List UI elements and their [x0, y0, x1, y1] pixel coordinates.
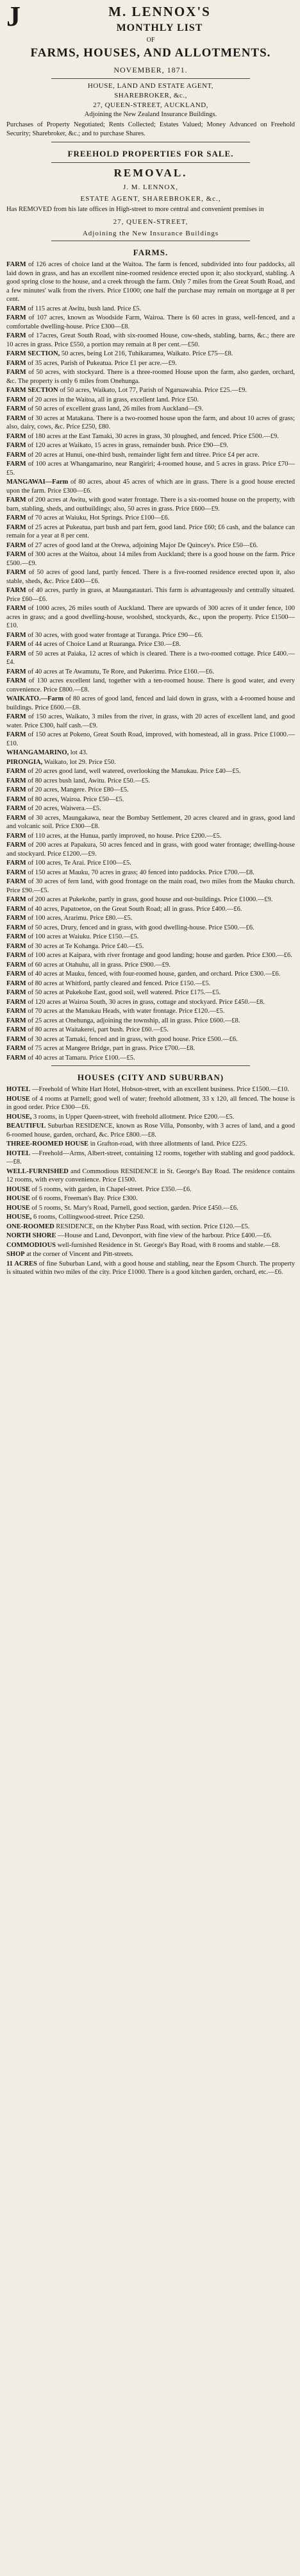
initial-letter: J	[6, 1, 22, 32]
house-listing	[6, 1122, 295, 1139]
farm-listing-lead: FARM	[6, 860, 26, 867]
farm-listing-lead: FARM	[6, 1026, 26, 1033]
agency-line-2: SHAREBROKER, &c.,	[114, 92, 187, 99]
house-listing-text: of 4 rooms at Parnell; good well of water; freehold allotment, 33 x 120, all fenced. The house is in good order. Price £300—£6.	[6, 1095, 296, 1111]
farm-listing-text: of 1000 acres, 26 miles south of Auckland. There are upwards of 300 acres of it under fence, 100 acres in grass; and a good dwelling-house, woolshed, stockyards, &c., upon the property. Price £1500—£10.	[6, 605, 296, 629]
farm-listing	[6, 1044, 295, 1053]
farm-listing	[6, 1026, 295, 1035]
farm-listing	[6, 895, 295, 904]
house-listing-text: Suburban RESIDENCE, known as Rose Villa, Ponsonby, with 3 acres of land, and a good 6-roomed house, garden, orchard, &c. Price £800.—£8.	[6, 1123, 296, 1139]
divider	[51, 162, 250, 163]
farm-listing-lead: FARM	[6, 261, 26, 268]
house-listing-lead: HOUSE	[6, 1204, 30, 1212]
farm-listing	[6, 933, 295, 942]
house-listing-lead: HOUSE,	[6, 1113, 32, 1121]
farm-listing-lead: FARM	[6, 970, 26, 978]
farm-listing	[6, 260, 295, 304]
farm-listing-text: of 107 acres, known as Woodside Farm, Wairoa. There is 60 acres in grass, well-fenced, and a comfortable dwelling-house. Price £300—£8.	[6, 314, 296, 330]
farm-listing	[6, 350, 295, 359]
farm-listing-text: of 115 acres at Awitu, bush land. Price £5.	[28, 305, 142, 312]
farm-listing-text: of 70 acres at Waiuku, Hot Springs. Price £100—£6.	[28, 514, 170, 521]
divider	[51, 78, 250, 79]
house-listing-text: 3 rooms, in Upper Queen-street, with freehold allotment. Price £200.—£5.	[33, 1113, 235, 1121]
farm-listing-lead: FARM	[6, 359, 26, 367]
house-listing-lead: ONE-ROOMED	[6, 1223, 54, 1230]
house-listing	[6, 1085, 295, 1094]
farm-listing	[6, 496, 295, 513]
farm-listing-text: of 50 acres, Drury, fenced and in grass, with good dwelling-house. Price £500.—£6.	[28, 924, 254, 931]
house-listing-lead: 11 ACRES	[6, 1260, 37, 1267]
house-listing	[6, 1223, 295, 1232]
farm-listing-text: of 17acres, Great South Road, with six-roomed House, cow-sheds, stabling, barns, &c.; there are 10 acres in grass. Price £550, a portion may remain at 8 per cent.—£50.	[6, 332, 296, 348]
farm-listing-lead: FARM	[6, 924, 26, 931]
list-title: FARMS, HOUSES, AND ALLOTMENTS.	[30, 46, 271, 60]
farm-listing-text: of 50 acres of excellent grass land, 26 miles from Auckland—£9.	[28, 405, 203, 412]
house-listing-lead: HOUSE,	[6, 1214, 32, 1221]
farm-listing-text: of 200 acres at Awitu, with good water frontage. There is a six-roomed house on the property, with barn, stabling, sheds, and outbuildings; also, 50 acres in grass. Price £600—£9.	[6, 496, 295, 513]
farm-listing-text: of 27 acres of good land at the Orewa, adjoining Major De Quincey's. Price £50—£6.	[28, 541, 258, 549]
farm-listing-text: of 80 acres at Waitakerei, part bush. Price £60.—£5.	[28, 1026, 169, 1033]
house-listing-lead: HOUSE	[6, 1195, 30, 1202]
farm-listing-lead: FARM	[6, 314, 26, 321]
farm-listing-text: of 20 acres good land, well watered, overlooking the Manukau. Price £40—£5.	[28, 768, 241, 775]
farm-listing-text: of 80 acres at Whitford, partly cleared and fenced. Price £150.—£5.	[28, 979, 211, 987]
farm-listing	[6, 441, 295, 450]
agent-name: M. LENNOX'S	[108, 4, 211, 19]
farm-listing-text: of 150 acres at Mauku, 70 acres in grass; 40 fenced into paddocks. Price £700.—£8.	[28, 869, 254, 876]
farm-listing-text: of 80 acres of good land, fenced and laid down in grass, with a 4-roomed house and buildings. Price £600.—£8.	[6, 695, 296, 711]
farm-listing-text: of 60 acres at Otahuhu, all in grass. Price £900.—£9.	[28, 961, 171, 969]
house-listing	[6, 1241, 295, 1250]
farm-listing	[6, 541, 295, 550]
farm-listing-lead: FARM	[6, 933, 26, 940]
farm-listing	[6, 859, 295, 868]
houses-list	[6, 1085, 295, 1277]
farm-listing	[6, 1054, 295, 1063]
farm-listing-lead: MANGAWAI—Farm	[6, 479, 69, 486]
house-listing	[6, 1095, 295, 1112]
house-listing-text: of 5 rooms, with garden, in Chapel-street. Price £350.—£6.	[31, 1185, 192, 1193]
house-listing-lead: BEAUTIFUL	[6, 1123, 46, 1130]
farm-listing	[6, 414, 295, 432]
monthly-list-title: MONTHLY LIST	[116, 22, 203, 33]
farm-listing-lead: FARM	[6, 369, 26, 376]
removal-role: ESTATE AGENT, SHAREBROKER, &c.,	[80, 195, 221, 203]
farm-listing	[6, 758, 295, 767]
house-listing	[6, 1194, 295, 1203]
farm-listing-lead: FARM	[6, 605, 26, 612]
farm-listing-text: of 100 acres, Te Arai. Price £100—£5.	[28, 860, 131, 867]
removal-address: 27, QUEEN-STREET,	[113, 218, 188, 226]
farm-listing	[6, 777, 295, 786]
house-listing-text: well-furnished Residence in St. George's Bay Road, with 8 rooms and stable.—£8.	[57, 1241, 280, 1249]
farm-listing-lead: PIRONGIA,	[6, 758, 43, 766]
farm-listing-text: of 100 acres at Waiuku. Price £150.—£5.	[28, 933, 139, 940]
farm-listing-lead: FARM	[6, 915, 26, 922]
farm-listing	[6, 786, 295, 795]
farm-listing-text: of 50 acres, with stockyard. There is a three-roomed House upon the farm, also garden, orchard, &c. The property is only 6 miles from Onehunga.	[6, 369, 296, 385]
farm-listing-lead: FARM	[6, 668, 26, 675]
farm-listing	[6, 305, 295, 314]
farm-listing-lead: FARM	[6, 677, 26, 684]
farm-listing	[6, 731, 295, 748]
farm-listing	[6, 368, 295, 386]
farm-listing-text: of 40 acres, partly in grass, at Maungatautari. This farm is advantageously and centrally situated. Price £60—£6.	[6, 587, 296, 603]
farm-listing-text: of 30 acres, with good water frontage at Turanga. Price £90—£6.	[28, 631, 203, 639]
farm-listing-lead: WAIKATO.—Farm	[6, 695, 64, 702]
farm-listing-text: of 50 acres, Waikato, Lot 77, Parish of Ngaruawahia. Price £25.—£9.	[60, 387, 247, 394]
farm-listing-lead: FARM	[6, 551, 26, 558]
farm-listing	[6, 604, 295, 631]
farm-listing-text: of 180 acres at the East Tamaki, 30 acres in grass, 30 ploughed, and fenced. Price £500.—£9.	[28, 432, 279, 440]
farm-listing-lead: FARM	[6, 713, 26, 720]
freehold-heading: FREEHOLD PROPERTIES FOR SALE.	[67, 149, 234, 158]
farm-listing	[6, 332, 295, 349]
farm-listing-lead: FARM	[6, 869, 26, 876]
removal-adjoining: Adjoining the New Insurance Buildings	[82, 230, 219, 237]
farm-listing-lead: FARM	[6, 878, 26, 885]
farm-listing	[6, 951, 295, 960]
farm-listing	[6, 314, 295, 331]
farm-listing-lead: FARM	[6, 805, 26, 812]
farm-listing	[6, 405, 295, 414]
agency-line-4: Adjoining the New Zealand Insurance Buildings.	[84, 111, 217, 118]
house-listing-text: of fine Suburban Land, with a good house and stabling, near the Epsom Church. The property is situated within two miles of the city. Price £1000. There is a good kitchen garden, orchard, etc.—£6.	[6, 1260, 296, 1276]
divider	[51, 1065, 250, 1066]
farm-listing	[6, 767, 295, 776]
house-listing-lead: NORTH SHORE	[6, 1232, 56, 1239]
farm-listing	[6, 961, 295, 970]
farm-listing	[6, 869, 295, 877]
farm-listing-lead: FARM	[6, 451, 26, 459]
farm-listing-text: Waikato, lot 29. Price £50.	[44, 758, 116, 766]
farm-listing	[6, 1007, 295, 1016]
house-listing	[6, 1140, 295, 1149]
farm-listing-lead: FARM	[6, 514, 26, 521]
farm-listing-lead: FARM	[6, 731, 26, 738]
farm-listing	[6, 640, 295, 649]
farm-listing-lead: FARM	[6, 989, 26, 996]
farm-listing	[6, 668, 295, 677]
farm-listing-lead: FARM	[6, 842, 26, 849]
house-listing-lead: THREE-ROOMED HOUSE	[6, 1140, 89, 1148]
farm-listing-text: of 30 acres at Tamaki, fenced and in grass, with good house. Price £500.—£6.	[28, 1035, 238, 1043]
farms-heading: FARMS.	[133, 248, 169, 257]
farm-listing-text: of 100 acres at Kaipara, with river frontage and good landing; house and garden. Price £300.—£6.	[28, 952, 292, 959]
farm-listing-text: of 50 acres at Pukekohe East, good soil, well watered. Price £175.—£5.	[28, 989, 221, 996]
farm-listing-text: of 200 acres at Pukekohe, partly in grass, good house and out-buildings. Price £1000.—£9.	[28, 896, 273, 903]
farm-listing	[6, 814, 295, 831]
farm-listing-lead: FARM	[6, 786, 26, 793]
house-listing	[6, 1213, 295, 1222]
farm-listing-lead: WHANGAMARINO,	[6, 749, 69, 756]
farm-listing-lead: FARM	[6, 523, 26, 531]
farm-listing	[6, 432, 295, 441]
house-listing	[6, 1149, 295, 1167]
farm-listing	[6, 905, 295, 914]
farm-listing-lead: FARM	[6, 405, 26, 412]
farm-listing-text: of 120 acres at Wairoa South, 30 acres in grass, cottage and stockyard. Price £450.—£8.	[28, 998, 265, 1006]
farm-listing	[6, 749, 295, 758]
farm-listing	[6, 998, 295, 1007]
farm-listing-text: of 40 acres at Tamaru. Price £100.—£5.	[28, 1054, 135, 1062]
farm-listing-lead: FARM	[6, 414, 26, 422]
farm-listing-text: of 150 acres, Waikato, 3 miles from the river, in grass, with 20 acres of excellent land, and good water. Price £300, half cash.—£9.	[6, 713, 296, 729]
farm-listing-text: of 30 acres at Te Kohanga. Price £40.—£5.	[28, 942, 144, 950]
farm-listing-text: of 120 acres at Waikato, 15 acres in grass, remainder bush. Price £90—£9.	[28, 442, 229, 449]
house-listing	[6, 1167, 295, 1185]
house-listing-text: in Grafton-road, with three allotments of land. Price £225.	[90, 1140, 247, 1148]
farm-listing-text: of 75 acres at Mangere Bridge, part in grass. Price £700.—£8.	[28, 1045, 196, 1052]
farm-listing	[6, 924, 295, 933]
farm-listing	[6, 396, 295, 405]
farm-listing-lead: FARM	[6, 814, 26, 822]
houses-heading: HOUSES (CITY AND SUBURBAN)	[77, 1072, 224, 1082]
house-listing-text: at the corner of Vincent and Pitt-streets.	[26, 1251, 134, 1258]
farm-listing-text: of 110 acres, at the Hunua, partly improved, no house. Price £200.—£5.	[28, 832, 222, 840]
farm-listing-lead: FARM	[6, 1045, 26, 1052]
issue-date: NOVEMBER, 1871.	[113, 65, 188, 74]
house-listing-text: 6 rooms, Collingwood-street. Price £250.	[33, 1214, 145, 1221]
farm-listing-text: of 126 acres of choice land at the Waitoa. The farm is fenced, subdivided into four paddocks, all laid down in grass, and has an excellent nine-roomed residence erected upon it; also stockyard, stabling. A good spring close to the house, and a creek through the farm. Only 7 miles from the Great South Road, and a few minutes' walk from the rivers. Price £1000; one half the purchase may remain on mortgage at 8 per cent.	[6, 261, 295, 303]
farm-listing-lead: FARM	[6, 952, 26, 959]
house-listing	[6, 1232, 295, 1241]
farm-listing-lead: FARM	[6, 768, 26, 775]
removal-notice: Has REMOVED from his late offices in High-street to more central and convenient premises in	[6, 206, 264, 213]
farm-listing	[6, 979, 295, 988]
farm-listing-lead: FARM	[6, 795, 26, 803]
farm-listing-lead: FARM	[6, 332, 26, 339]
house-listing-lead: COMMODIOUS	[6, 1241, 56, 1249]
farm-listing	[6, 804, 295, 813]
house-listing-text: of 6 rooms, Freeman's Bay. Price £300.	[31, 1195, 138, 1202]
farm-listing-lead: FARM	[6, 650, 26, 657]
farm-listing	[6, 677, 295, 694]
house-listing-text: —Freehold of White Hart Hotel, Hobson-street, with an excellent business. Price £1500.—£10.	[31, 1086, 290, 1093]
farm-listing-text: of 20 acres in the Waitoa, all in grass, excellent land. Price £50.	[28, 396, 199, 403]
farm-listing	[6, 713, 295, 730]
farm-listing	[6, 523, 295, 541]
house-listing-text: and Commodious RESIDENCE in St. George's Bay Road. The residence contains 12 rooms, with every convenience. Price £1500.	[6, 1167, 296, 1183]
removal-title: REMOVAL.	[113, 167, 188, 179]
house-listing	[6, 1250, 295, 1259]
farm-listing-lead: FARM	[6, 979, 26, 987]
farm-listing	[6, 795, 295, 804]
farm-listing-text: of 25 acres at Onehunga, adjoining the township, all in grass. Price £600.—£8.	[28, 1017, 240, 1024]
farm-listing-lead: FARM	[6, 777, 26, 784]
farm-listing-lead: FARM	[6, 569, 26, 576]
farm-listing	[6, 650, 295, 667]
house-listing-text: of 5 rooms, St. Mary's Road, Parnell, good section, garden. Price £450.—£6.	[31, 1204, 238, 1212]
farm-listing-lead: FARM	[6, 587, 26, 594]
farm-listing-lead: FARM	[6, 1017, 26, 1024]
farm-listing	[6, 877, 295, 895]
farm-listing	[6, 550, 295, 568]
farm-listing-text: of 100 acres, Ararimu. Price £80.—£5.	[28, 915, 133, 922]
house-listing	[6, 1185, 295, 1194]
of-line: OF	[146, 37, 155, 44]
farm-listing-lead: FARM	[6, 896, 26, 903]
farm-listing-text: of 20 acres at Hunui, one-third bush, remainder light fern and titree. Price £4 per acre.	[28, 451, 260, 459]
farm-listing	[6, 514, 295, 523]
farm-listing-text: of 80 acres, Wairoa. Price £50—£5.	[28, 795, 124, 803]
farm-listing-lead: FARM	[6, 998, 26, 1006]
farm-listing-lead: FARM	[6, 432, 26, 440]
farm-listing-lead: FARM	[6, 631, 26, 639]
farm-listing-text: of 300 acres at the Waitoa, about 14 miles from Auckland; there is a good house on the farm. Price £500.—£9.	[6, 551, 296, 567]
farm-listing-lead: FARM	[6, 496, 26, 504]
farm-listing	[6, 841, 295, 858]
farm-listing-lead: FARM	[6, 942, 26, 950]
farm-listing	[6, 914, 295, 923]
farm-listing-lead: FARM	[6, 1054, 26, 1062]
house-listing-lead: SHOP	[6, 1251, 25, 1258]
farm-listing	[6, 1035, 295, 1044]
farm-listing-lead: FARM	[6, 305, 26, 312]
farm-listing-text: of 30 acres at Matakana. There is a two-roomed house upon the farm, and about 10 acres of grass; also, dairy, cows, &c. Price £250, £80.	[6, 414, 296, 430]
house-listing-lead: HOUSE	[6, 1185, 30, 1193]
house-listing	[6, 1113, 295, 1122]
farm-listing-text: of 30 acres of fern land, with good frontage on the main road, two miles from the Mauku church. Price £90.—£5.	[6, 878, 296, 894]
house-listing-lead: HOTEL	[6, 1149, 31, 1157]
house-listing-text: —Freehold—Arms, Albert-street, containing 12 rooms, together with stabling and good paddock.—£8.	[6, 1149, 295, 1165]
farm-listing	[6, 1017, 295, 1026]
farm-listing-text: of 200 acres at Papakura, 50 acres fenced and in grass, with good water frontage; dwelling-house and stockyard. Price £1200.—£9.	[6, 842, 295, 858]
farm-listing-lead: FARM	[6, 1008, 26, 1015]
removal-name: J. M. LENNOX,	[122, 183, 179, 191]
farm-listing-lead: FARM	[6, 442, 26, 449]
farm-listing-text: of 35 acres, Parish of Pukeatua. Price £1 per acre.—£9.	[28, 359, 177, 367]
farm-listing-lead: FARM	[6, 641, 26, 648]
farm-listing-lead: FARM	[6, 832, 26, 840]
farm-listing-text: of 80 acres, about 45 acres of which are in grass. There is a good house erected upon the farm. Price £300—£6.	[6, 479, 296, 495]
farm-listing	[6, 631, 295, 640]
farm-listing	[6, 359, 295, 368]
farm-listing-text: of 70 acres at the Manukau Heads, with water frontage. Price £120.—£5.	[28, 1008, 225, 1015]
farm-listing-text: of 150 acres at Pokeno, Great South Road, improved, with homestead, all in grass. Price £1000.—£10.	[6, 731, 296, 747]
farm-listing	[6, 451, 295, 460]
farm-listing-lead: FARM	[6, 961, 26, 969]
farm-listing-text: lot 43.	[70, 749, 88, 756]
farm-listing-text: 50 acres, being Lot 216, Tuhikaramea, Waikato. Price £75—£8.	[61, 350, 233, 357]
farm-listing	[6, 942, 295, 951]
farm-listing-text: of 20 acres, Waiwera.—£5.	[28, 805, 101, 812]
farm-listing-lead: FARM	[6, 461, 26, 468]
farm-listing-text: of 30 acres, Maungakawa, near the Bombay Settlement, 20 acres cleared and in grass, good land and volcanic soil. Price £300—£8.	[6, 814, 296, 830]
farm-listing-text: of 44 acres of Choice Land at Ruaranga. Price £30.—£8.	[28, 641, 181, 648]
farm-listing	[6, 832, 295, 841]
farms-list	[6, 260, 295, 1062]
farm-listing	[6, 695, 295, 712]
purchase-notice: Purchases of Property Negotiated; Rents Collected; Estates Valued; Money Advanced on Freehold Security; Sharebroker, &c.; and to purchase Shares.	[6, 121, 295, 137]
house-listing	[6, 1260, 295, 1277]
farm-listing	[6, 460, 295, 477]
farm-listing	[6, 586, 295, 604]
farm-listing-lead: FARM SECTION	[6, 387, 58, 394]
farm-listing-text: of 100 acres at Whangamarino, near Rangiriri; 4-roomed house, and 5 acres in grass. Price £70—£5.	[6, 461, 295, 477]
farm-listing-text: of 40 acres, Papatoetoe, on the Great South Road; all in grass. Price £400.—£6.	[28, 905, 242, 913]
agency-line-1: HOUSE, LAND AND ESTATE AGENT,	[87, 82, 214, 90]
farm-listing-lead: FARM SECTION,	[6, 350, 60, 357]
farm-listing-text: of 40 acres at Te Awamutu, Te Rore, and Pukerimu. Price £160.—£6.	[28, 668, 214, 675]
farm-listing-lead: FARM	[6, 396, 26, 403]
farm-listing-text: of 50 acres of good land, partly fenced. There is a five-roomed residence erected upon it, also stable, sheds, &c. Price £400—£6.	[6, 569, 295, 585]
farm-listing-lead: FARM	[6, 905, 26, 913]
house-listing-text: —House and Land, Devonport, with fine view of the harbour. Price £400.—£6.	[58, 1232, 272, 1239]
farm-listing	[6, 478, 295, 495]
agency-line-3: 27, QUEEN-STREET, AUCKLAND,	[93, 101, 208, 109]
farm-listing	[6, 970, 295, 979]
farm-listing	[6, 568, 295, 586]
masthead	[6, 1, 295, 118]
farm-listing-lead: FARM	[6, 1035, 26, 1043]
farm-listing	[6, 988, 295, 997]
farm-listing-text: of 40 acres at Mauku, fenced, with four-roomed house, garden, and orchard. Price £300.—£6.	[28, 970, 281, 978]
house-listing	[6, 1204, 295, 1213]
house-listing-lead: HOTEL	[6, 1086, 31, 1093]
farm-listing-text: of 25 acres at Pukeatua, part bush and part fern, good land. Price £60; £6 cash, and the balance can remain for a year at 8 per cent.	[6, 523, 295, 539]
house-listing-lead: HOUSE	[6, 1095, 30, 1103]
farm-listing-text: of 130 acres excellent land, together with a ten-roomed house. There is good water, and every convenience. Price £800.—£8.	[6, 677, 296, 693]
farm-listing-text: of 50 acres at Paiaka, 12 acres of which is cleared. There is a two-roomed cottage. Price £400.—£4.	[6, 650, 296, 666]
farm-listing-lead: FARM	[6, 541, 26, 549]
farm-listing-text: of 20 acres, Mangere. Price £80—£5.	[28, 786, 129, 793]
house-listing-lead: WELL-FURNISHED	[6, 1167, 69, 1175]
farm-listing	[6, 386, 295, 395]
farm-listing-text: of 80 acres bush land, Awitu. Price £50.—£5.	[28, 777, 150, 784]
house-listing-text: RESIDENCE, on the Khyber Pass Road, with section. Price £120.—£5.	[56, 1223, 250, 1230]
